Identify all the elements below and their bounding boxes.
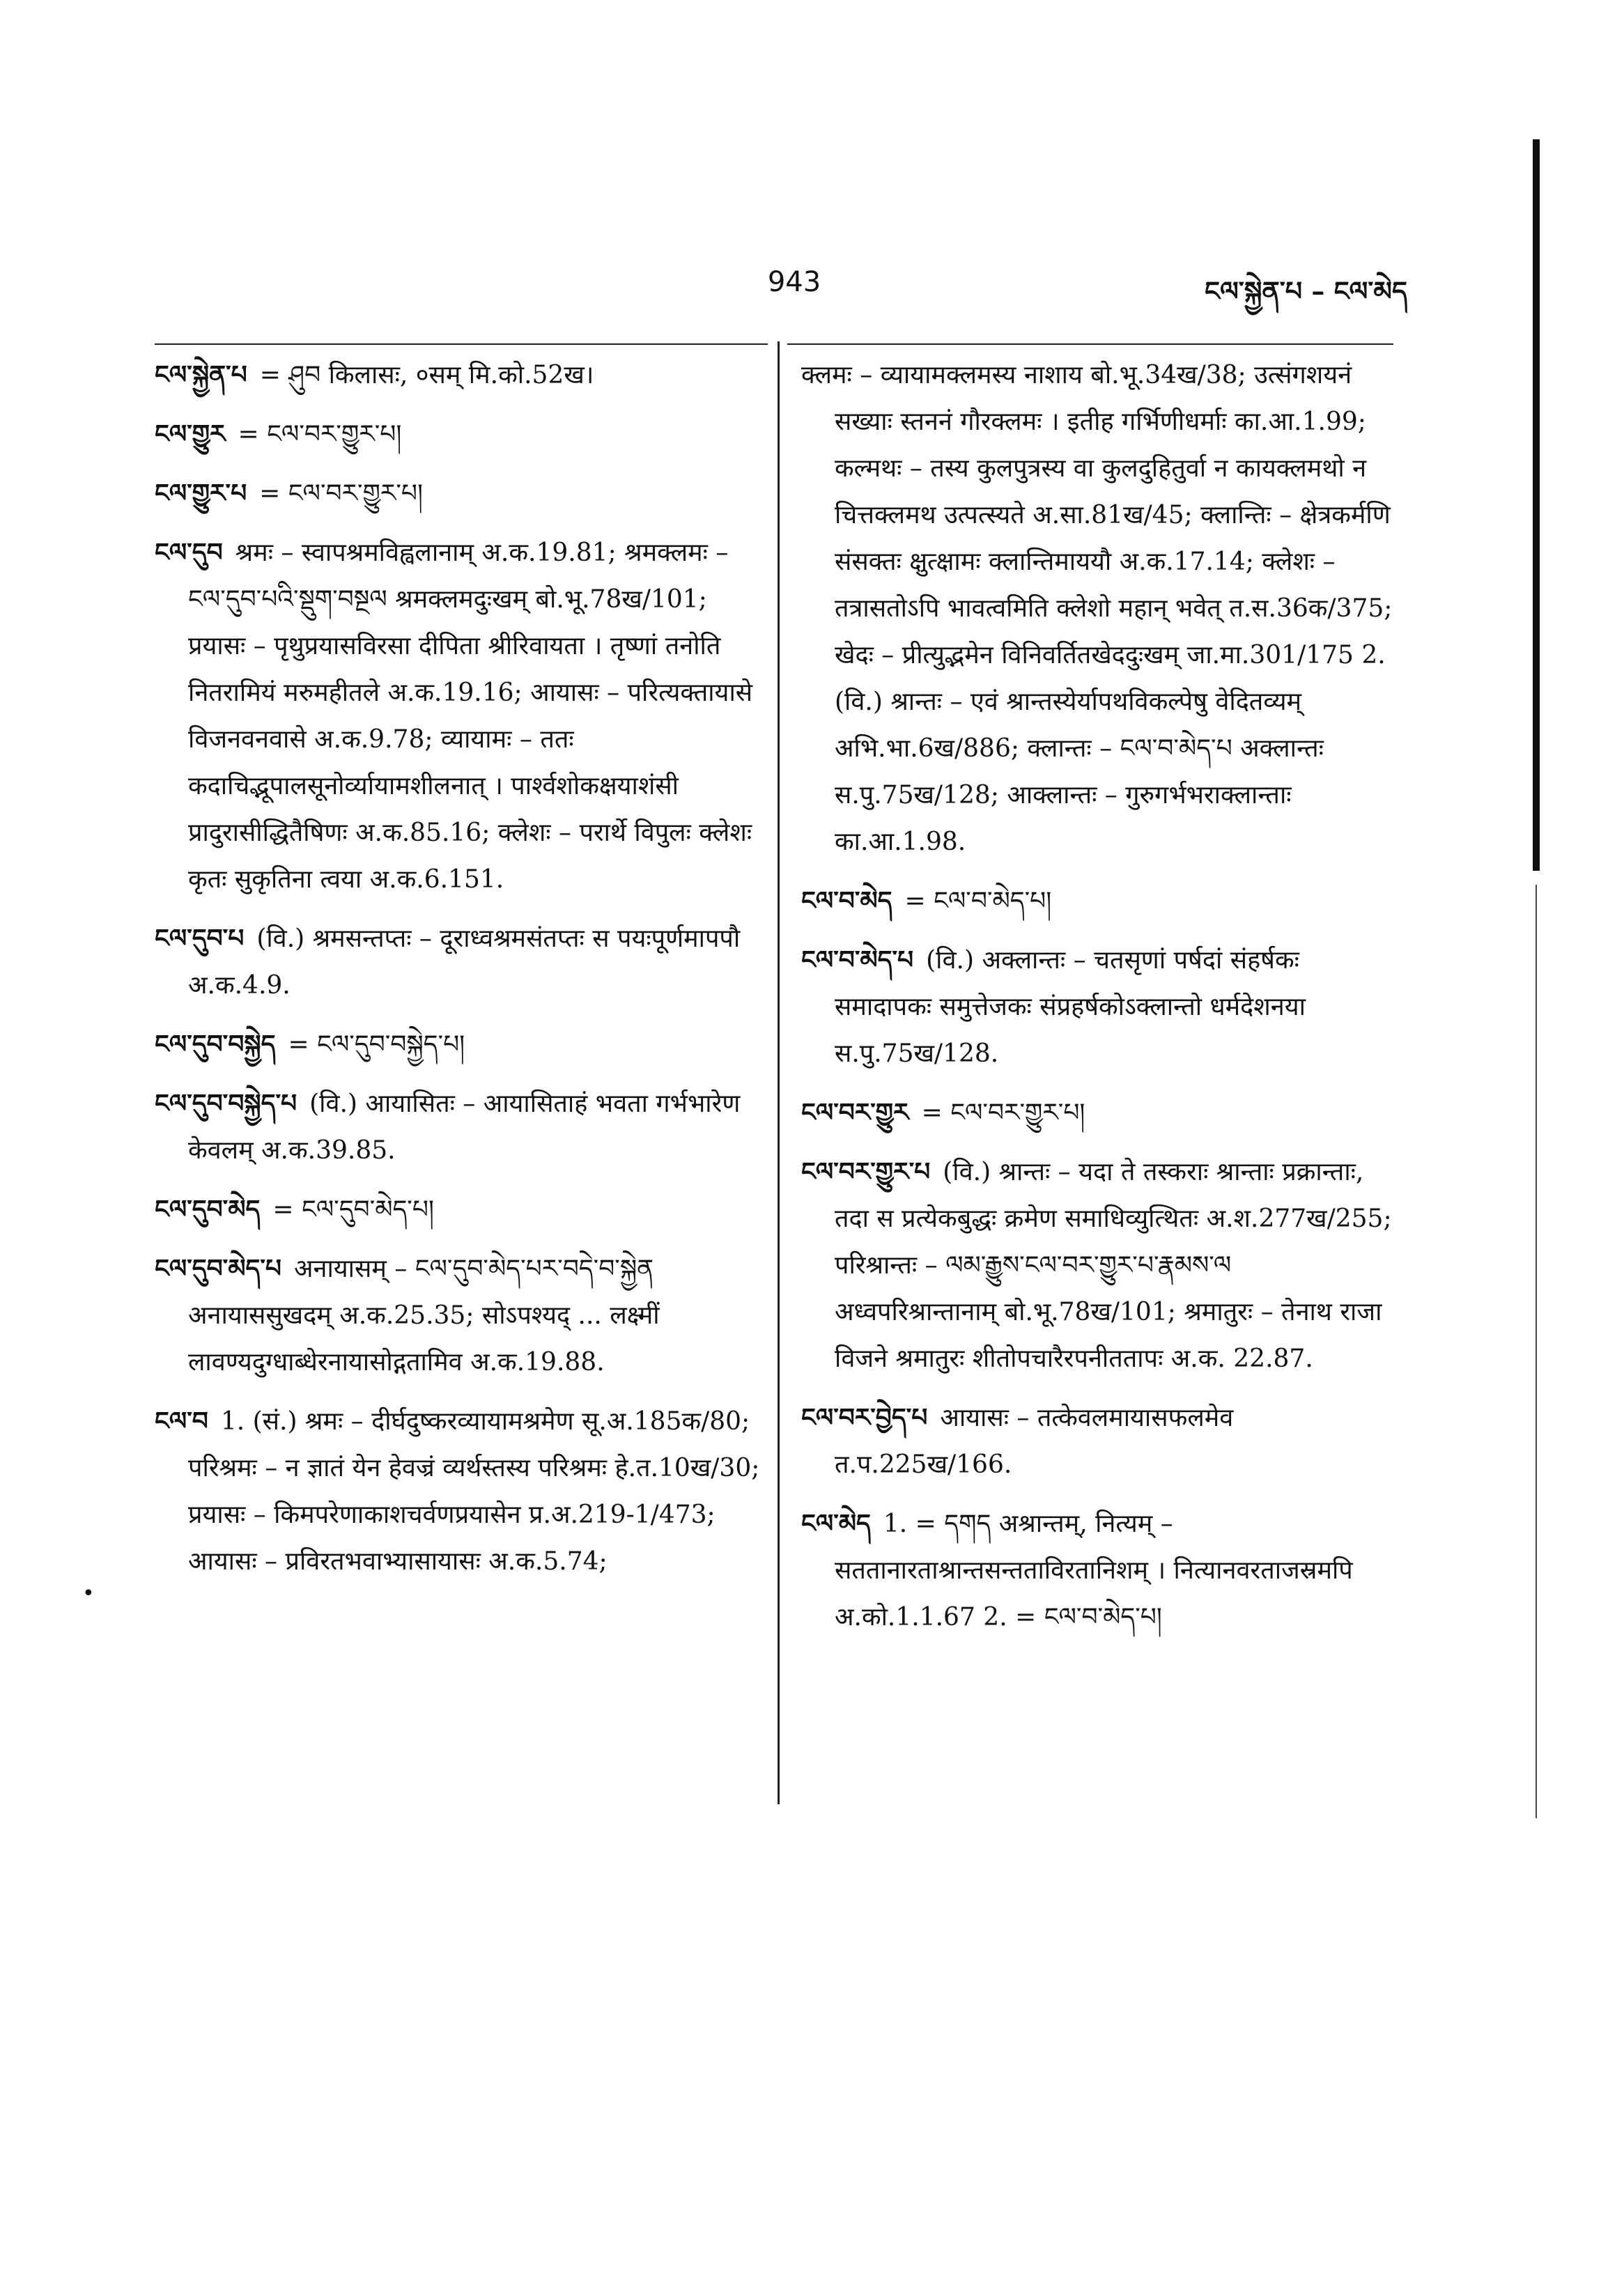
entry-body: = ངལ་དུབ་བསྐྱེད་པ། (288, 1030, 465, 1059)
entry-body: = ངལ་བར་གྱུར་པ། (921, 1099, 1085, 1127)
header-rule-right (787, 343, 1393, 345)
headword: ངལ་བ་མེད (801, 886, 892, 915)
entry-body: (वि.) श्रमसन्तप्तः – दूराध्वश्रमसंतप्तः स पयःपूर्णमापपौ अ.क.4.9. (188, 924, 741, 1000)
dictionary-entry (801, 1149, 1400, 1382)
entry-body: = ངལ་དུབ་མེད་པ། (272, 1195, 434, 1224)
left-column (155, 352, 761, 1597)
dictionary-entry-continued (801, 352, 1400, 865)
headword: ངལ་དུབ་མེད (155, 1195, 261, 1224)
dictionary-entry (801, 1090, 1400, 1136)
dictionary-entry (155, 1398, 761, 1585)
headword: ངལ་སྐྱེན་པ (155, 360, 247, 389)
headword: ངལ་བ་མེད་པ (801, 945, 914, 975)
headword: ངལ་གྱུར་པ (155, 479, 247, 508)
entry-body: = ངལ་བར་གྱུར་པ། (238, 420, 402, 449)
dictionary-entry (155, 1080, 761, 1174)
running-head: ངལ་སྐྱེན་པ – ངལ་མེད (1205, 275, 1407, 307)
dictionary-entry (155, 411, 761, 458)
headword: ངལ་བ (155, 1406, 208, 1436)
headword: ངལ་དུབ་པ (155, 924, 245, 953)
scan-edge-line-lower (1536, 885, 1537, 1818)
dictionary-entry (155, 1021, 761, 1068)
column-divider (778, 341, 780, 1804)
dictionary-entry (801, 1395, 1400, 1488)
dictionary-entry (155, 470, 761, 517)
dictionary-entry (155, 1186, 761, 1233)
dictionary-entry (155, 1246, 761, 1386)
right-column (801, 352, 1400, 1653)
headword: ངལ་དུབ (155, 538, 223, 567)
margin-bullet: • (82, 1581, 95, 1606)
headword: ངལ་གྱུར (155, 419, 226, 449)
headword: ངལ་དུབ་བསྐྱེད (155, 1030, 276, 1059)
headword: ངལ་དུབ་མེད་པ (155, 1254, 281, 1283)
dictionary-entry (155, 529, 761, 903)
dictionary-entry (801, 878, 1400, 924)
headword: ངལ་བར་བྱེད་པ (801, 1403, 928, 1432)
entry-body: अनायासम् – ངལ་དུབ་མེད་པར་བདེ་བ་སྐྱེན अनायाससुखदम् अ.क.25.35; सोऽपश्यद् ... लक्ष्मीं लावण्यदुग्धाब्धेरनायासोद्गतामिव अ.क.19.88. (188, 1255, 660, 1377)
dictionary-entry (155, 352, 761, 398)
entry-body: श्रमः – स्वापश्रमविह्वलानाम् अ.क.19.81; श्रमक्लमः – ངལ་དུབ་པའི་སྡུག་བསྔལ श्रमक्लमदुःखम् बो.भू.78ख/101; प्रयासः – पृथुप्रयासविरसा दीपिता श्रीरिवायता । तृष्णां तनोति नितरामियं मरुमहीतले अ.क.19.16; आयासः – परित्यक्तायासे विजनवनवासे अ.क.9.78; व्यायामः – ततः कदाचिद्भूपालसूनोर्व्यायामशीलनात् । पार्श्वशोकक्षयाशंसी प्रादुरासीद्धितैषिणः अ.क.85.16; क्लेशः – परार्थे विपुलः क्लेशः कृतः सुकृतिना त्वया अ.क.6.151. (188, 538, 753, 894)
dictionary-entry (155, 915, 761, 1009)
entry-body: (वि.) आयासितः – आयासिताहं भवता गर्भभारेण केवलम् अ.क.39.85. (188, 1090, 741, 1165)
entry-body: 1. (सं.) श्रमः – दीर्घदुष्करव्यायामश्रमेण सू.अ.185क/80; परिश्रमः – न ज्ञातं येन हेवज्रं व्यर्थस्तस्य परिश्रमः हे.त.10ख/30; प्रयासः – किमपरेणाकाशचर्वणप्रयासेन प्र.अ.219-1/473; आयासः – प्रविरतभवाभ्यासायासः अ.क.5.74; (188, 1407, 760, 1576)
entry-body: आयासः – तत्केवलमायासफलमेव त.प.225ख/166. (835, 1404, 1234, 1479)
entry-body: = ངལ་བ་མེད་པ། (904, 887, 1052, 915)
entry-body: (वि.) अक्लान्तः – चतसृणां पर्षदां संहर्षकः समादापकः समुत्तेजकः संप्रहर्षकोऽक्लान्तो धर्मदेशनया स.पु.75ख/128. (835, 946, 1306, 1068)
dictionary-entry (801, 1501, 1400, 1641)
entry-body: (वि.) श्रान्तः – यदा ते तस्कराः श्रान्ताः प्रक्रान्ताः, तदा स प्रत्येकबुद्धः क्रमेण समाधिव्युत्थितः अ.श.277ख/255; परिश्रान्तः – ལམ་རྒྱུས་ངལ་བར་གྱུར་པ་རྣམས་ལ अध्वपरिश्रान्तानाम् बो.भू.78ख/101; श्रमातुरः – तेनाथ राजा विजने श्रमातुरः शीतोपचारैरपनीततापः अ.क. 22.87. (835, 1158, 1392, 1373)
entry-body: = ཤུབ किलासः, ०सम् मि.को.52ख। (259, 361, 594, 389)
scan-edge-line (1533, 139, 1540, 871)
headword: ངལ་མེད (801, 1509, 871, 1538)
headword: ངལ་བར་གྱུར་པ (801, 1157, 931, 1186)
headword: ངལ་དུབ་བསྐྱེད་པ (155, 1089, 297, 1118)
headword: ངལ་བར་གྱུར (801, 1098, 909, 1127)
header-rule-left (155, 343, 768, 345)
entry-body: = ངལ་བར་གྱུར་པ། (259, 479, 423, 508)
dictionary-entry (801, 937, 1400, 1077)
entry-body: 1. = དགད अश्रान्तम्, नित्यम् – सततानारताश्रान्तसन्तताविरतानिशम् । नित्यानवरताजस्रमपि अ.को.1.1.67 2. = ངལ་བ་མེད་པ། (835, 1510, 1353, 1632)
entry-body: क्लमः – व्यायामक्लमस्य नाशाय बो.भू.34ख/38; उत्संगशयनं सख्याः स्तननं गौरक्लमः । इतीह गर्भिणीधर्माः का.आ.1.99; कल्मथः – तस्य कुलपुत्रस्य वा कुलदुहितुर्वा न कायक्लमथो न चित्तक्लमथ उत्पत्स्यते अ.सा.81ख/45; क्लान्तिः – क्षेत्रकर्मणि संसक्तः क्षुत्क्षामः क्लान्तिमाययौ अ.क.17.14; क्लेशः – तत्रासतोऽपि भावत्वमिति क्लेशो महान् भवेत् त.स.36क/375; खेदः – प्रीत्युद्भमेन विनिवर्तितखेददुःखम् जा.मा.301/175 2. (वि.) श्रान्तः – एवं श्रान्तस्येर्यापथविकल्पेषु वेदितव्यम् अभि.भा.6ख/886; क्लान्तः – ངལ་བ་མེད་པ अक्लान्तः स.पु.75ख/128; आक्लान्तः – गुरुगर्भभराक्लान्ताः का.आ.1.98. (801, 361, 1393, 856)
page-number: 943 (767, 266, 821, 298)
